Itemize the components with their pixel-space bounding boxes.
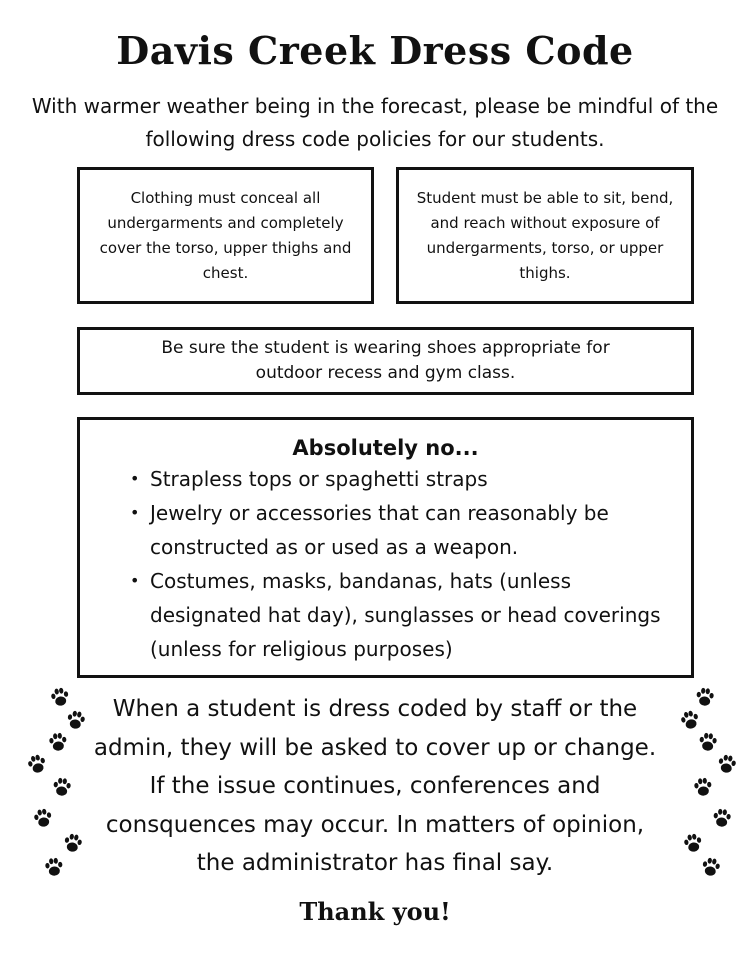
paw-print-icon (50, 775, 74, 799)
paw-print-icon (30, 805, 55, 830)
paw-print-icon (24, 751, 51, 778)
rule-text: Clothing must conceal all undergarments and completely cover the torso, upper thighs and chest. (99, 188, 352, 282)
paw-print-icon (698, 854, 723, 879)
list-item: • Jewelry or accessories that can reasonably be constructed as or used as a weapon. (130, 496, 671, 564)
paw-print-icon (691, 775, 715, 799)
list-item: • Costumes, masks, bandanas, hats (unless designated hat day), sunglasses or head coverings (unless for religious purposes) (130, 564, 671, 666)
paw-print-icon (47, 684, 72, 709)
paw-print-icon (63, 707, 88, 732)
rule-text: Be sure the student is wearing shoes appropriate for outdoor recess and gym class. (161, 338, 610, 383)
paw-print-icon (46, 730, 70, 754)
prohibited-list (80, 462, 691, 666)
paw-print-icon (714, 751, 739, 776)
prohibited-box (77, 417, 694, 678)
rule-text: Student must be able to sit, bend, and reach without exposure of undergarments, torso, or upper thighs. (416, 188, 674, 282)
rule-box-movement (396, 167, 694, 304)
closing-text: When a student is dress coded by staff or the admin, they will be asked to cover up or change. If the issue continues, conferences and consquences may occur. In matters of opinion, the administrator has final say. (93, 696, 657, 876)
page-title: Davis Creek Dress Code (116, 28, 634, 73)
paw-print-icon (693, 685, 717, 709)
list-item: • Strapless tops or spaghetti straps (130, 462, 671, 496)
intro-text: With warmer weather being in the forecast, please be mindful of the following dress code policies for our students. (31, 94, 719, 151)
paw-print-icon (710, 806, 734, 830)
rule-box-shoes (77, 327, 694, 395)
thank-you: Thank you! (299, 897, 451, 926)
paw-print-icon (42, 855, 66, 879)
rule-box-conceal (77, 167, 374, 304)
paw-print-icon (680, 830, 705, 855)
paw-print-icon (60, 830, 85, 855)
prohibited-heading: Absolutely no... (292, 436, 479, 460)
paw-print-icon (696, 730, 720, 754)
